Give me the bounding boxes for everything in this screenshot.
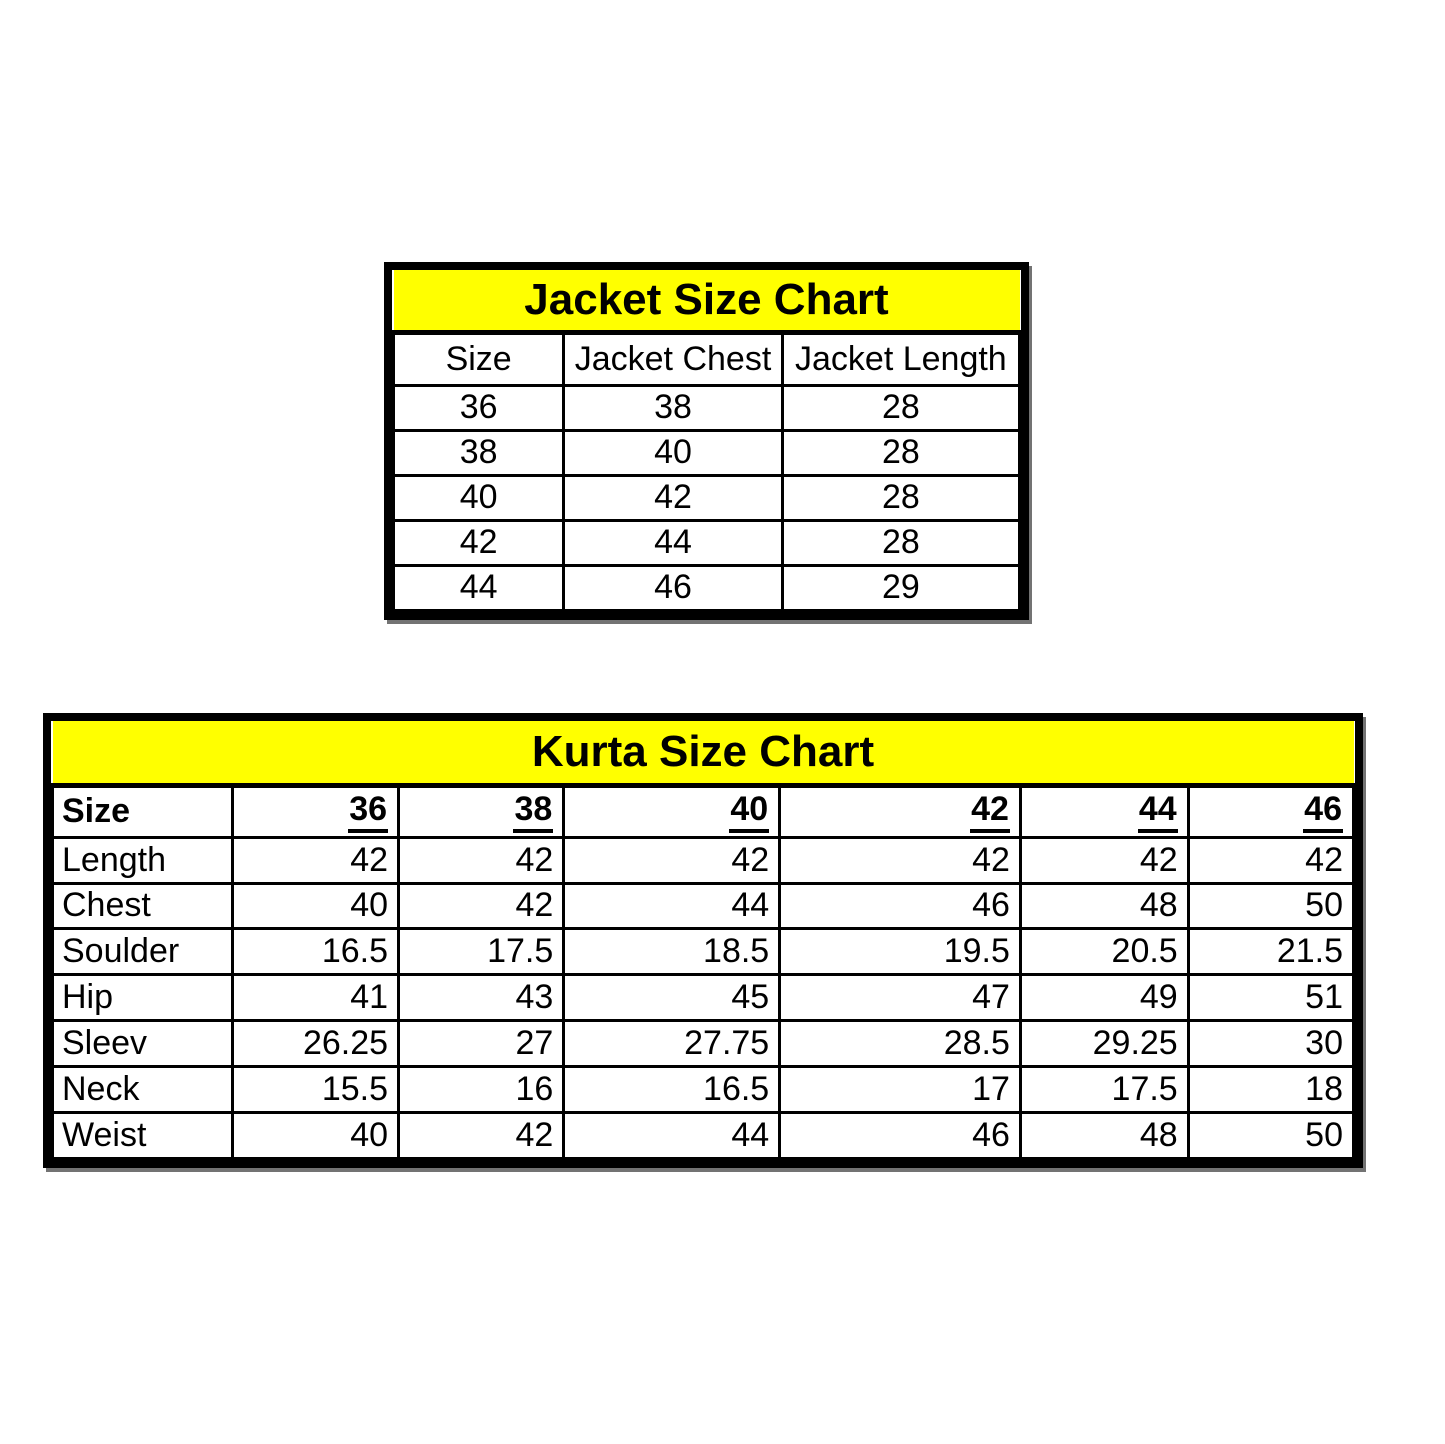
table-row (394, 430, 1020, 475)
row-label-length: Length (53, 837, 233, 883)
row-label-sleev: Sleev (53, 1021, 233, 1067)
jacket-col-header-length: Jacket Length (782, 332, 1019, 385)
underlined-size-value: 40 (729, 792, 769, 834)
table-cell: 48 (1020, 1113, 1188, 1159)
row-label-soulder: Soulder (53, 929, 233, 975)
kurta-size-header-46 (1188, 785, 1353, 837)
table-cell: 38 (394, 430, 564, 475)
table-row (53, 883, 1354, 929)
jacket-size-chart-table (384, 262, 1029, 620)
table-cell: 28.5 (780, 1021, 1021, 1067)
table-cell: 49 (1020, 975, 1188, 1021)
kurta-size-header-42 (780, 785, 1021, 837)
table-cell: 19.5 (780, 929, 1021, 975)
table-cell: 40 (232, 1113, 399, 1159)
table-row (394, 385, 1020, 430)
table-cell: 27 (399, 1021, 564, 1067)
jacket-col-header-chest: Jacket Chest (564, 332, 782, 385)
table-row (53, 1113, 1354, 1159)
table-cell: 40 (394, 475, 564, 520)
table-cell: 47 (780, 975, 1021, 1021)
kurta-size-header-40 (564, 785, 780, 837)
table-row (394, 520, 1020, 565)
table-row (394, 565, 1020, 610)
underlined-size-value: 38 (513, 792, 553, 834)
table-row (53, 1021, 1354, 1067)
jacket-size-chart-grid (392, 270, 1021, 612)
kurta-size-header-38 (399, 785, 564, 837)
table-cell: 41 (232, 975, 399, 1021)
table-cell: 38 (564, 385, 782, 430)
table-cell: 50 (1188, 1113, 1353, 1159)
table-cell: 46 (780, 883, 1021, 929)
table-cell: 42 (399, 837, 564, 883)
kurta-size-header-36 (232, 785, 399, 837)
table-cell: 42 (780, 837, 1021, 883)
row-label-neck: Neck (53, 1067, 233, 1113)
table-cell: 18.5 (564, 929, 780, 975)
underlined-size-value: 42 (970, 792, 1010, 834)
table-cell: 15.5 (232, 1067, 399, 1113)
table-cell: 40 (564, 430, 782, 475)
table-cell: 42 (564, 837, 780, 883)
underlined-size-value: 46 (1303, 792, 1343, 834)
table-cell: 46 (564, 565, 782, 610)
kurta-size-header-44 (1020, 785, 1188, 837)
table-cell: 48 (1020, 883, 1188, 929)
table-row (53, 1067, 1354, 1113)
table-row (53, 975, 1354, 1021)
row-label-hip: Hip (53, 975, 233, 1021)
table-row (394, 332, 1020, 385)
jacket-chart-title: Jacket Size Chart (394, 270, 1020, 332)
row-label-weist: Weist (53, 1113, 233, 1159)
table-cell: 18 (1188, 1067, 1353, 1113)
table-cell: 46 (780, 1113, 1021, 1159)
table-cell: 42 (394, 520, 564, 565)
table-row (394, 475, 1020, 520)
table-cell: 40 (232, 883, 399, 929)
kurta-corner-header: Size (53, 785, 233, 837)
table-row (53, 837, 1354, 883)
table-cell: 44 (564, 1113, 780, 1159)
underlined-size-value: 36 (348, 792, 388, 834)
table-cell: 28 (782, 385, 1019, 430)
table-cell: 30 (1188, 1021, 1353, 1067)
table-cell: 43 (399, 975, 564, 1021)
kurta-chart-title: Kurta Size Chart (53, 721, 1354, 785)
underlined-size-value: 44 (1138, 792, 1178, 834)
table-cell: 45 (564, 975, 780, 1021)
table-row (53, 929, 1354, 975)
table-cell: 44 (394, 565, 564, 610)
table-cell: 20.5 (1020, 929, 1188, 975)
kurta-size-chart-table (43, 713, 1363, 1168)
table-cell: 16 (399, 1067, 564, 1113)
table-cell: 51 (1188, 975, 1353, 1021)
table-cell: 17 (780, 1067, 1021, 1113)
table-row (53, 785, 1354, 837)
table-cell: 29 (782, 565, 1019, 610)
table-cell: 21.5 (1188, 929, 1353, 975)
table-cell: 27.75 (564, 1021, 780, 1067)
table-row (394, 270, 1020, 332)
table-cell: 42 (399, 1113, 564, 1159)
table-cell: 42 (232, 837, 399, 883)
row-label-chest: Chest (53, 883, 233, 929)
table-cell: 50 (1188, 883, 1353, 929)
table-cell: 28 (782, 520, 1019, 565)
table-cell: 29.25 (1020, 1021, 1188, 1067)
table-cell: 36 (394, 385, 564, 430)
kurta-size-chart-grid (51, 721, 1355, 1160)
table-cell: 17.5 (399, 929, 564, 975)
jacket-col-header-size: Size (394, 332, 564, 385)
table-cell: 42 (1188, 837, 1353, 883)
table-cell: 44 (564, 883, 780, 929)
table-cell: 17.5 (1020, 1067, 1188, 1113)
table-cell: 28 (782, 430, 1019, 475)
table-cell: 28 (782, 475, 1019, 520)
table-cell: 42 (399, 883, 564, 929)
table-row (53, 721, 1354, 785)
table-cell: 16.5 (564, 1067, 780, 1113)
table-cell: 44 (564, 520, 782, 565)
table-cell: 42 (564, 475, 782, 520)
table-cell: 26.25 (232, 1021, 399, 1067)
table-cell: 16.5 (232, 929, 399, 975)
table-cell: 42 (1020, 837, 1188, 883)
